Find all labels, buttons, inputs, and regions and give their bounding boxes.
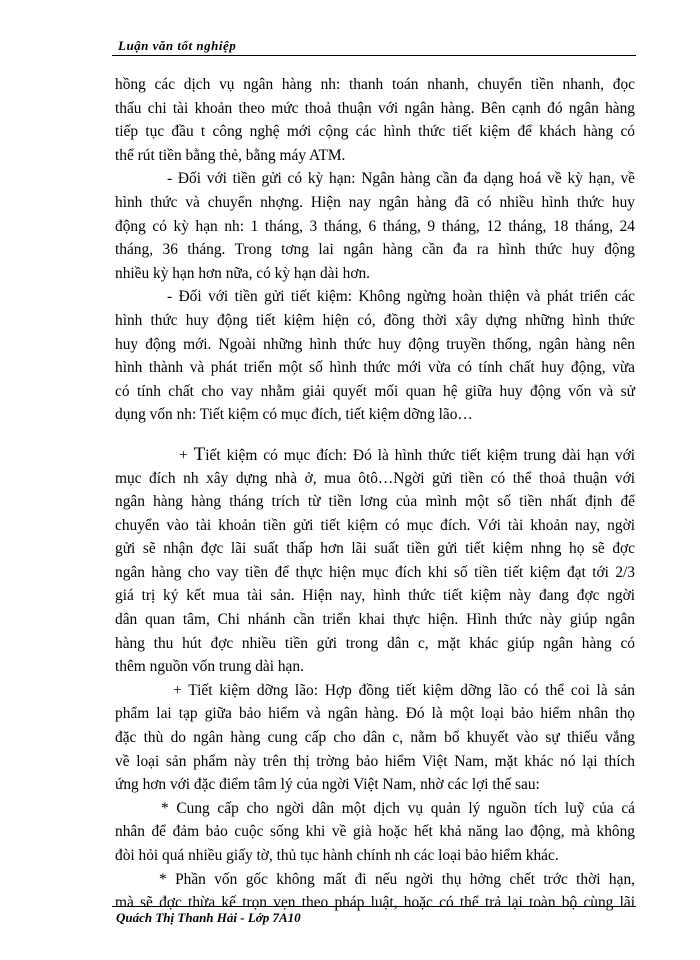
footer-rule: [112, 906, 636, 907]
paragraph-gap: [115, 427, 635, 443]
text-line: hình thức huy động tiết kiệm hiện có, đồng thời xây dựng những hình thức: [115, 311, 635, 329]
text-line: dụng vốn nh: Tiết kiệm có mục đích, tiết kiệm dỡng lão…: [115, 406, 473, 424]
text-line: ngân hàng hàng tháng trích từ tiền lơng của mình một số tiền nhất định để: [115, 493, 635, 511]
text-line: [115, 443, 635, 467]
text-line: thể rút tiền bằng thẻ, bằng máy ATM.: [115, 146, 346, 164]
text-line: có tính chất cho vay nhằm giải quyết mối quan hệ giữa huy động vốn và sử: [115, 382, 635, 400]
text-line: huy động mới. Ngoài những hình thức huy động truyền thống, ngân hàng nên: [115, 335, 635, 353]
plus-marker: +: [179, 446, 194, 464]
text-line: tháng, 36 tháng. Trong tơng lai ngân hàng cần đa ra hình thức huy động: [115, 241, 635, 259]
text-line: thêm nguồn vốn trung dài hạn.: [115, 658, 304, 676]
text-line: đặc thù do ngân hàng cung cấp cho dân c, nằm bổ khuyết vào sự thiếu vắng: [115, 729, 635, 747]
header-rule: [112, 55, 636, 56]
text-line: + Tiết kiệm dỡng lão: Hợp đồng tiết kiệm dỡng lão có thể coi là sản: [173, 681, 635, 699]
text-line: phẩm lai tạp giữa bảo hiểm và ngân hàng. Đó là một loại bảo hiểm nhân thọ: [115, 705, 635, 723]
text-line: mà sẽ đợc thừa kế trọn vẹn theo pháp luật, hoặc có thể trả lại toàn bộ cùng lãi: [115, 894, 635, 912]
text-line: thấu chi tài khoản theo mức thoả thuận với ngân hàng. Bên cạnh đó ngân hàng: [115, 99, 635, 117]
text-line: - Đối với tiền gửi tiết kiệm: Không ngừng hoàn thiện và phát triển các: [167, 288, 635, 306]
document-body: [115, 73, 635, 915]
footer-author: Quách Thị Thanh Hải - Lớp 7A10: [116, 910, 301, 925]
text-line: - Đối với tiền gửi có kỳ hạn: Ngân hàng cần đa dạng hoá về kỳ hạn, về: [167, 170, 635, 188]
text-line: nhân để đảm bảo cuộc sống khi về già hoặc hết khả năng lao động, mà không: [115, 823, 635, 841]
text-line: chuyển vào tài khoản tiền gửi tiết kiệm có mục đích. Với tài khoản nay, ngời: [115, 516, 635, 534]
header-title: Luận văn tốt nghiệp: [118, 38, 237, 53]
text-line: về loại sản phẩm này trên thị trờng bảo hiểm Việt Nam, mặt khác nó lại thích: [115, 752, 635, 770]
text-line: dân quan tâm, Chi nhánh cần triển khai thực hiện. Hình thức này giúp ngân: [115, 611, 635, 629]
text-line: ngân hàng cho vay tiền để thực hiện mục đích khi số tiền tiết kiệm đạt tới 2/3: [115, 563, 635, 581]
text-fragment: iết kiệm có mục đích: Đó là hình thức tiết kiệm trung dài hạn với: [205, 446, 635, 464]
text-line: mục đích nh xây dựng nhà ở, mua ôtô…Ngời gửi tiền có thể thoả thuận với: [115, 469, 635, 487]
text-line: hồng các dịch vụ ngân hàng nh: thanh toán nhanh, chuyển tiền nhanh, đọc: [115, 76, 635, 93]
text-line: hình thành và phát triển một số hình thức mới vừa có tính chất huy động, vừa: [115, 359, 635, 377]
text-line: hình thức và chuyển nhợng. Hiện nay ngân hàng đã có nhiều hình thức huy: [115, 193, 635, 211]
text-line: ứng hơn với đặc điểm tâm lý của ngời Việt Nam, nhờ các lợi thế sau:: [115, 776, 540, 794]
text-line: hàng thu hút đợc nhiều tiền gửi trong dân c, mặt khác giúp ngân hàng có: [115, 634, 635, 652]
text-line: tiếp tục đầu t công nghệ mới cộng các hình thức tiết kiệm để khách hàng có: [115, 123, 635, 141]
text-line: nhiều kỳ hạn hơn nữa, có kỳ hạn dài hơn.: [115, 264, 370, 282]
drop-letter: T: [193, 443, 206, 465]
text-line: * Cung cấp cho ngời dân một dịch vụ quản lý nguồn tích luỹ của cá: [161, 799, 635, 817]
text-line: * Phần vốn gốc không mất đi nếu ngời thụ hởng chết trớc thời hạn,: [159, 870, 635, 888]
text-line: đòi hỏi quá nhiều giấy tờ, thủ tục hành chính nh các loại bảo hiểm khác.: [115, 847, 559, 864]
text-line: giá trị ký kết mua tài sản. Hiện nay, hình thức tiết kiệm này đang đợc ngời: [115, 587, 635, 605]
text-line: gửi sẽ nhận đợc lãi suất thấp hơn lãi suất tiền gửi tiết kiệm nhng họ sẽ đợc: [115, 540, 635, 558]
text-line: động có kỳ hạn nh: 1 tháng, 3 tháng, 6 tháng, 9 tháng, 12 tháng, 18 tháng, 24: [115, 217, 635, 235]
